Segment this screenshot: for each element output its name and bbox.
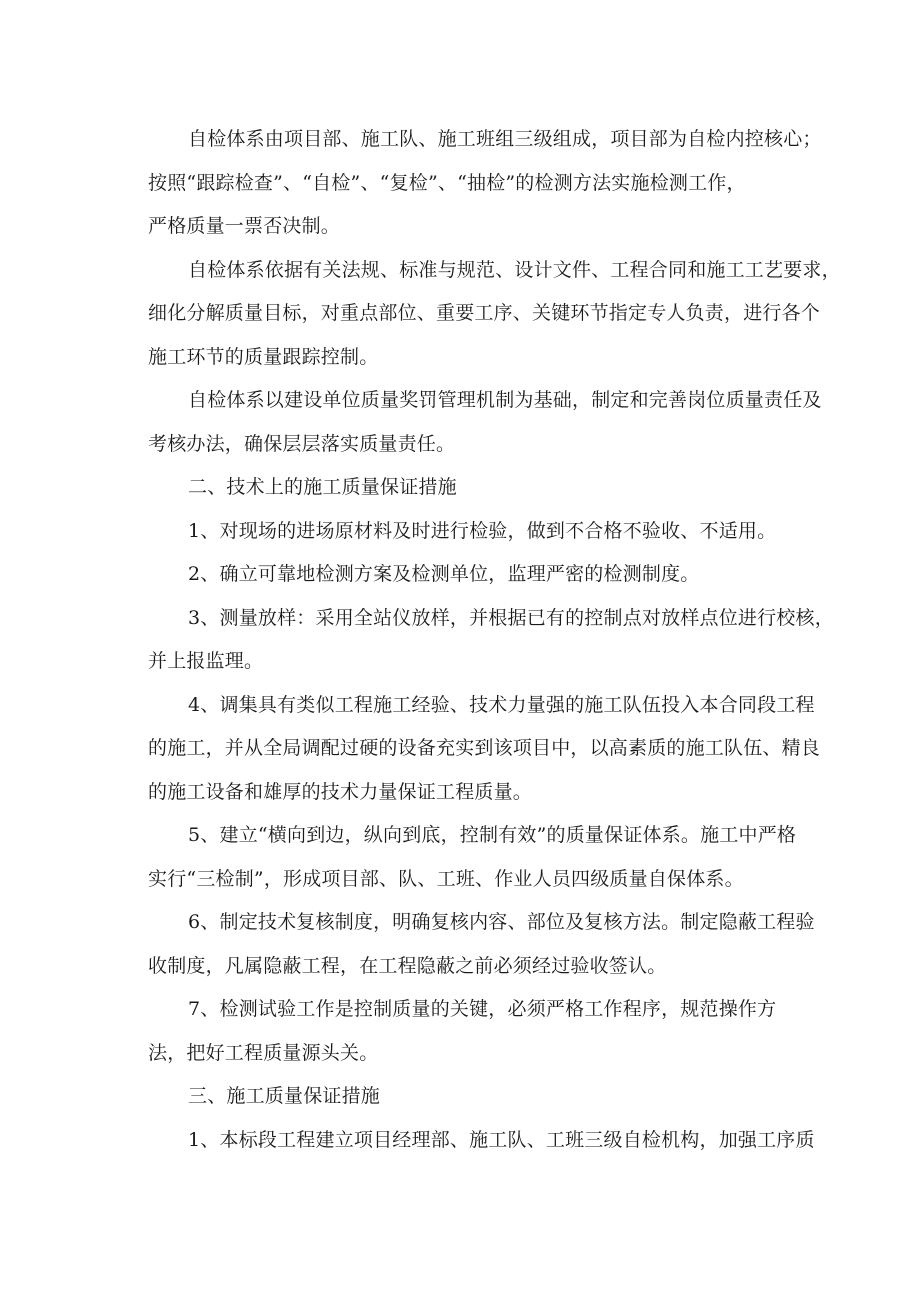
text-line: 1、本标段工程建立项目经理部、施工队、工班三级自检机构，加强工序质 [188,1128,815,1151]
text-line: 考核办法，确保层层落实质量责任。 [148,432,456,455]
heading-text: 二、技术上的施工质量保证措施 [188,476,457,498]
list-item [108,988,828,1075]
text-line: 1、对现场的进场原材料及时进行检验，做到不合格不验收、不适用。 [188,519,777,542]
text-line: 严格质量一票否决制。 [148,215,341,237]
list-item [108,1119,828,1163]
section-heading [108,466,828,510]
list-item [108,684,828,815]
section-heading [108,1075,828,1119]
list-item [108,510,828,554]
paragraph [108,118,828,249]
text-line: 自检体系由项目部、施工队、施工班组三级组成，项目部为自检内控核心； [188,128,822,150]
text-line: 5、建立“横向到边，纵向到底，控制有效”的质量保证体系。施工中严格 [188,824,797,846]
text-line: 2、确立可靠地检测方案及检测单位，监理严密的检测制度。 [188,563,700,585]
text-line: 的施工，并从全局调配过硬的设备充实到该项目中，以高素质的施工队伍、精良 [148,737,821,759]
text-line: 收制度，凡属隐蔽工程，在工程隐蔽之前必须经过验收签认。 [148,954,667,977]
text-line: 细化分解质量目标，对重点部位、重要工序、关键环节指定专人负责，进行各个 [148,302,821,324]
list-item [108,901,828,988]
text-line: 法，把好工程质量源头关。 [148,1041,379,1064]
list-item [108,553,828,597]
list-item [108,597,834,684]
paragraph [108,249,841,380]
text-line: 6、制定技术复核制度，明确复核内容、部位及复核方法。制定隐蔽工程验 [188,911,815,933]
text-line: 的施工设备和雄厚的技术力量保证工程质量。 [148,780,533,803]
text-line: 自检体系以建设单位质量奖罚管理机制为基础，制定和完善岗位质量责任及 [188,389,822,411]
paragraph [108,379,828,466]
text-line: 7、检测试验工作是控制质量的关键，必须严格工作程序，规范操作方 [188,998,777,1020]
text-line: 并上报监理。 [148,650,264,672]
text-line: 自检体系依据有关法规、标准与规范、设计文件、工程合同和施工工艺要求， [188,258,841,281]
text-line: 4、调集具有类似工程施工经验、技术力量强的施工队伍投入本合同段工程 [188,693,815,716]
text-line: 施工环节的质量跟踪控制。 [148,345,379,368]
document-body [108,118,841,1162]
text-line: 实行“三检制”，形成项目部、队、工班、作业人员四级质量自保体系。 [148,867,744,890]
heading-text: 三、施工质量保证措施 [188,1085,381,1107]
text-line: 按照“跟踪检查”、“自检”、“复检”、“抽检”的检测方法实施检测工作， [148,171,746,194]
text-line: 3、测量放样：采用全站仪放样，并根据已有的控制点对放样点位进行校核， [188,606,834,629]
list-item [108,814,828,901]
